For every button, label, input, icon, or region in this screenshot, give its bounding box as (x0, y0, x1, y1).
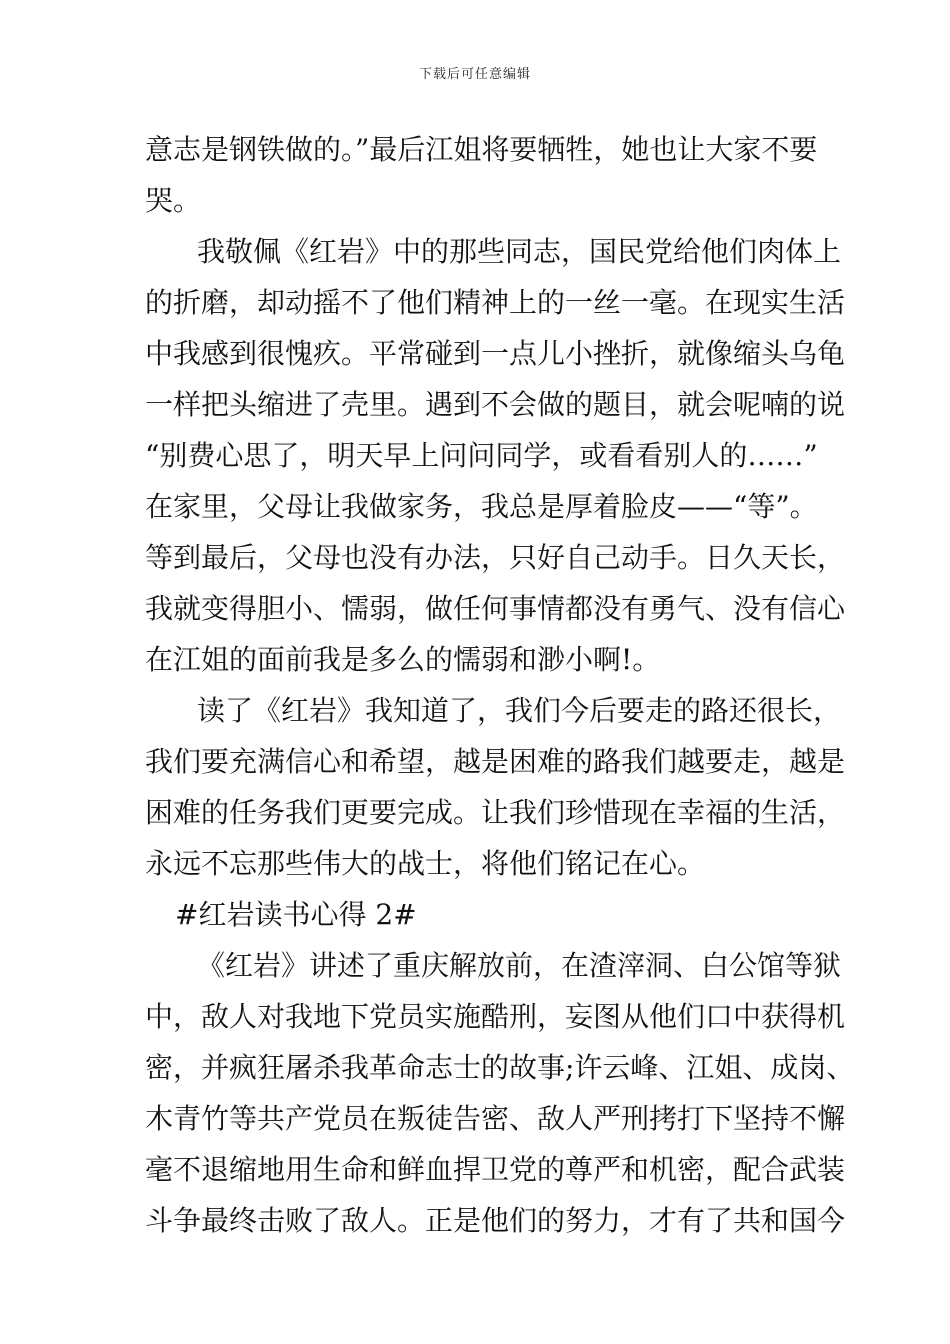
text-line: 中，敌人对我地下党员实施酷刑，妄图从他们口中获得机 (145, 1000, 846, 1033)
text-line: 在家里，父母让我做家务，我总是厚着脸皮——“等”。 (145, 490, 818, 523)
text-line: 的折磨，却动摇不了他们精神上的一丝一毫。在现实生活 (145, 286, 846, 319)
text-line: 等到最后，父母也没有办法，只好自己动手。日久天长， (145, 541, 846, 574)
text-line: 中我感到很愧疚。平常碰到一点儿小挫折，就像缩头乌龟 (145, 337, 846, 370)
text-line: 哭。 (145, 184, 202, 217)
page-header: 下载后可任意编辑 (418, 67, 531, 82)
text-line: 一样把头缩进了壳里。遇到不会做的题目，就会呢喃的说 (145, 388, 846, 421)
text-line: 永远不忘那些伟大的战士，将他们铭记在心。 (145, 847, 706, 880)
text-line: 困难的任务我们更要完成。让我们珍惜现在幸福的生活， (145, 796, 846, 829)
section-heading: #红岩读书心得 2# (175, 898, 417, 931)
text-line: 在江姐的面前我是多么的懦弱和渺小啊!。 (145, 643, 661, 676)
text-line: 密，并疯狂屠杀我革命志士的故事;许云峰、江姐、成岗、 (145, 1051, 855, 1084)
text-line: 意志是钢铁做的。”最后江姐将要牺牲，她也让大家不要 (145, 133, 818, 166)
text-line: 木青竹等共产党员在叛徒告密、敌人严刑拷打下坚持不懈 (145, 1102, 846, 1135)
text-line: 毫不退缩地用生命和鲜血捍卫党的尊严和机密，配合武装 (145, 1153, 846, 1186)
text-line: “别费心思了，明天早上问问同学，或看看别人的……” (145, 439, 818, 472)
text-line: 斗争最终击败了敌人。正是他们的努力，才有了共和国今 (145, 1204, 846, 1237)
paragraph-start-line: 我敬佩《红岩》中的那些同志，国民党给他们肉体上 (197, 235, 842, 268)
paragraph-start-line: 读了《红岩》我知道了，我们今后要走的路还很长， (197, 694, 842, 727)
document-body (145, 124, 855, 1246)
paragraph-start-line: 《红岩》讲述了重庆解放前，在渣滓洞、白公馆等狱 (197, 949, 842, 982)
text-line: 我就变得胆小、懦弱，做任何事情都没有勇气、没有信心 (145, 592, 846, 625)
text-line: 我们要充满信心和希望，越是困难的路我们越要走，越是 (145, 745, 846, 778)
